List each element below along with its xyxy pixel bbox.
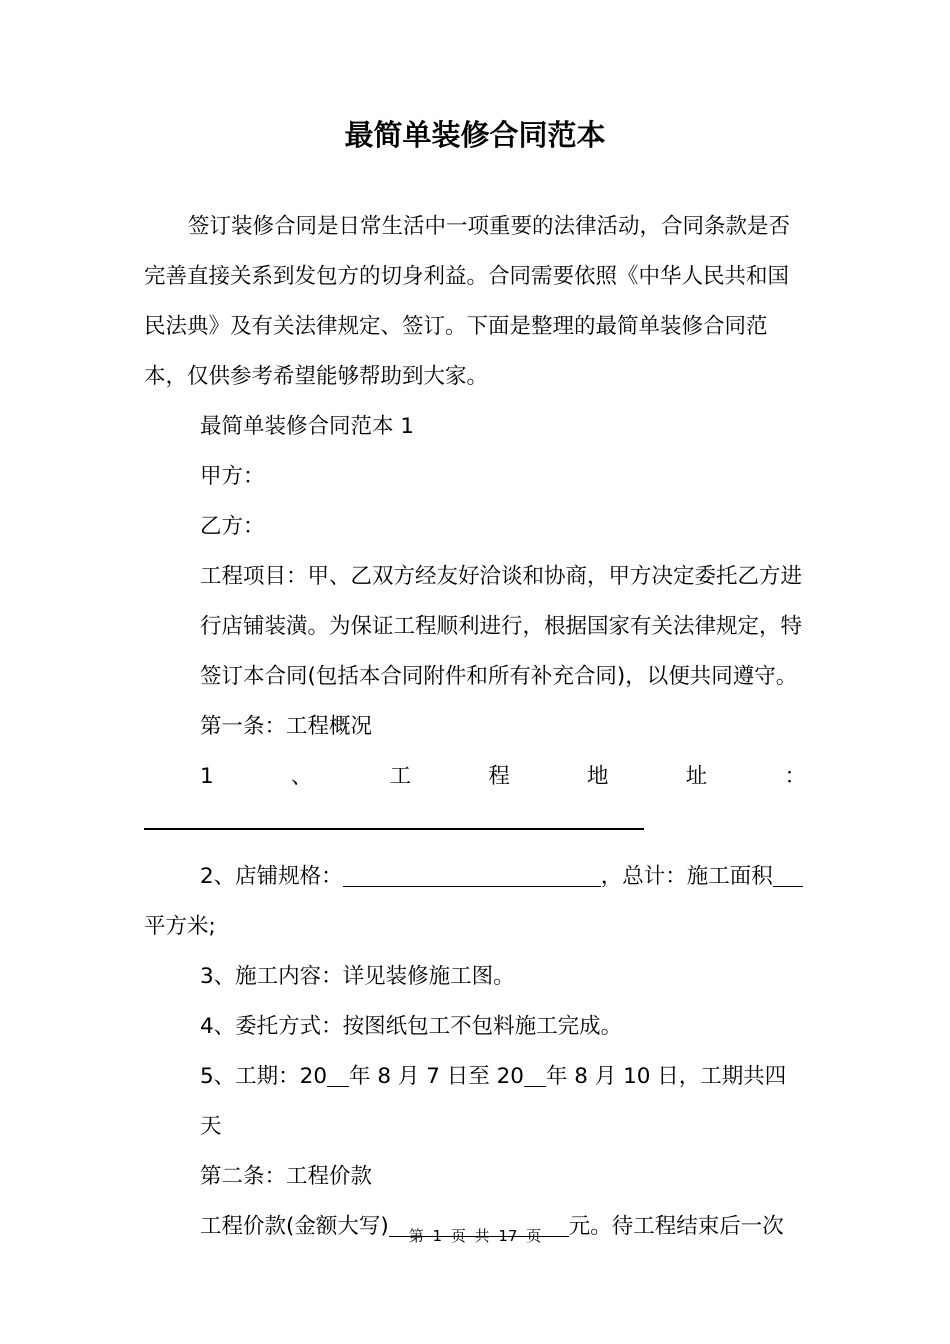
square-meters-text: 平方米; [144, 913, 216, 939]
schedule-start-label: 5、工期：20 [200, 1063, 328, 1089]
address-char: 程 [488, 764, 510, 789]
address-char: ： [784, 764, 806, 789]
commission-method-item: 4、委托方式：按图纸包工不包料施工完成。 [200, 1013, 623, 1039]
address-char: 地 [587, 764, 609, 789]
total-area-label: ，总计：施工面积 [600, 863, 773, 889]
intro-paragraph: 签订装修合同是日常生活中一项重要的法律活动，合同条款是否完善直接关系到发包方的切身利益。合同需要依照《中华人民共和国民法典》及有关法律规定、签订。下面是整理的最简单装修合同范本，仅供参考希望能够帮助到大家。 [144, 214, 791, 389]
shop-spec-blank [343, 858, 601, 887]
address-char: 1 [200, 764, 214, 789]
address-blank-line [144, 828, 644, 830]
price-label: 工程价款(金额大写) [200, 1213, 389, 1239]
address-char: 、 [290, 764, 313, 789]
party-b-line: 乙方： [200, 514, 265, 539]
section-title: 最简单装修合同范本 1 [200, 414, 415, 439]
address-item [144, 752, 806, 802]
schedule-item [144, 1052, 806, 1152]
address-char: 工 [389, 764, 412, 789]
shop-spec-item [144, 852, 806, 902]
party-a-line: 甲方： [200, 464, 265, 489]
year-blank [524, 1058, 546, 1087]
price-tail: 元。待工程结束后一次 [568, 1213, 784, 1239]
area-blank [773, 858, 803, 887]
schedule-end: 年 8 月 10 日，工期共四天 [200, 1063, 787, 1139]
project-text: 工程项目：甲、乙双方经友好洽谈和协商，甲方决定委托乙方进行店铺装潢。为保证工程顺利进行，根据国家有关法律规定，特签订本合同(包括本合同附件和所有补充合同)，以便共同遵守。 [200, 564, 803, 689]
document-title: 最简单装修合同范本 [344, 118, 606, 152]
article-2-heading: 第二条：工程价款 [200, 1163, 373, 1189]
article-1-heading: 第一条：工程概况 [200, 714, 373, 739]
document-body [144, 202, 806, 1252]
page-footer: 第 1 页 共 17 页 [408, 1227, 542, 1245]
year-blank [327, 1058, 349, 1087]
shop-spec-label: 2、店铺规格： [200, 863, 343, 889]
schedule-middle: 年 8 月 7 日至 20 [349, 1063, 524, 1089]
project-paragraph [144, 552, 806, 702]
construction-content-item: 3、施工内容：详见装修施工图。 [200, 963, 515, 989]
address-char: 址 [685, 764, 708, 789]
